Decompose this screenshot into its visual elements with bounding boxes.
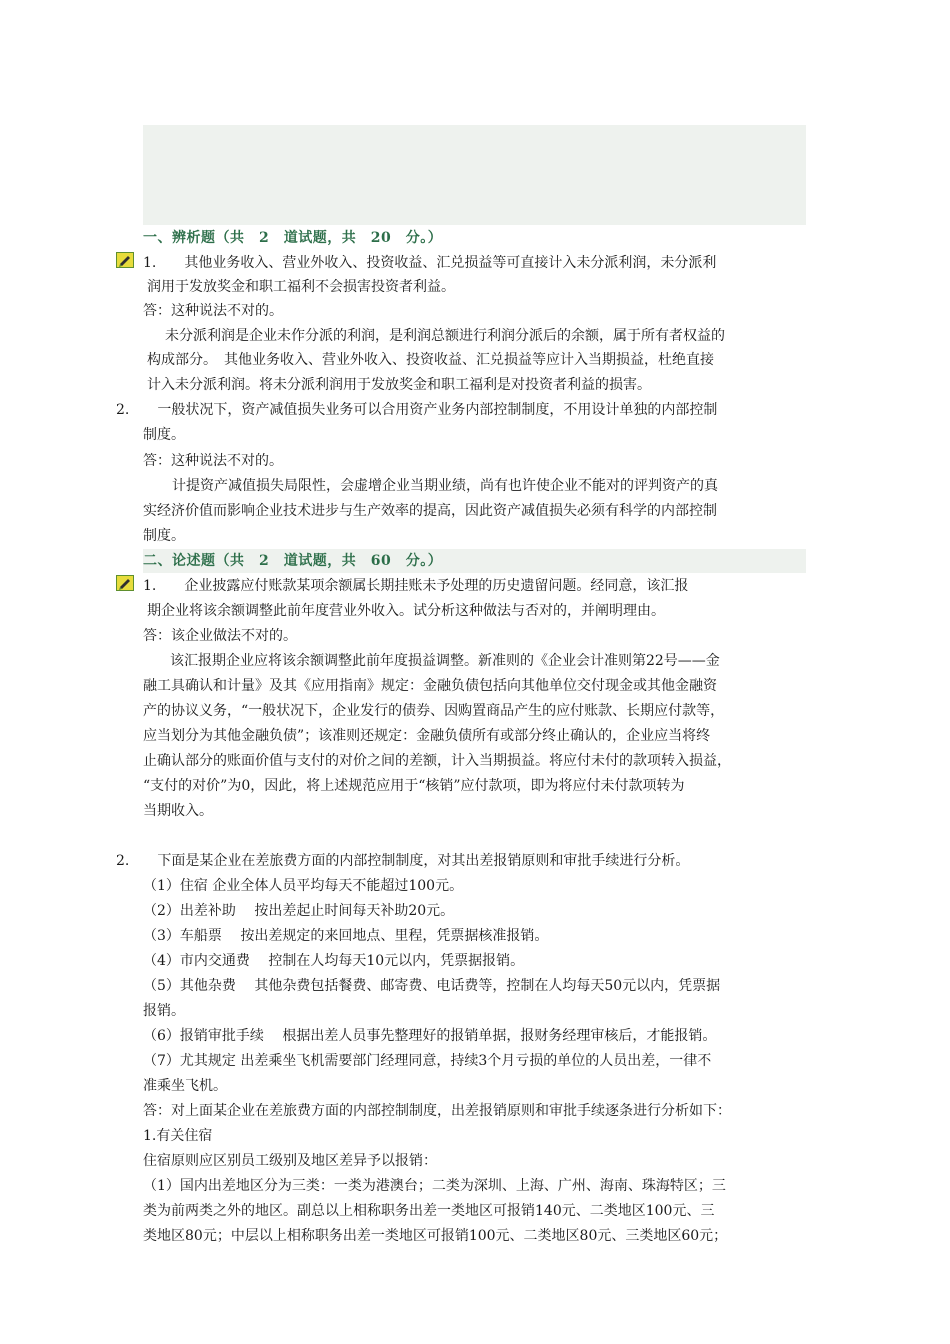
- answer-body-line: 未分派利润是企业未作分派的利润，是利润总额进行利润分派后的余额，属于所有者权益的: [165, 328, 725, 344]
- answer-body-line: 实经济价值而影响企业技术进步与生产效率的提高，因此资产减值损失必须有科学的内部控制: [143, 503, 717, 519]
- answer-line: 答：对上面某企业在差旅费方面的内部控制制度，出差报销原则和审批手续逐条进行分析如下：: [143, 1103, 731, 1119]
- q2-line: 制度。: [143, 427, 185, 443]
- answer-body-line: 止确认部分的账面价值与支付的对价之间的差额，计入当期损益。将应付未付的款项转入损益，: [143, 753, 731, 769]
- pencil-note-icon: [116, 252, 134, 268]
- list-item: （2）出差补助 按出差起止时间每天补助20元。: [143, 903, 455, 919]
- answer-body-line: 该汇报期企业应将该余额调整此前年度损益调整。新准则的《企业会计准则第22号——金: [170, 653, 720, 669]
- list-item: （3）车船票 按出差规定的来回地点、里程，凭票据核准报销。: [143, 928, 549, 944]
- list-item: （1）住宿 企业全体人员平均每天不能超过100元。: [143, 878, 464, 894]
- empty-header-panel: [143, 125, 806, 225]
- answer-body-line: 构成部分。 其他业务收入、营业外收入、投资收益、汇兑损益等应计入当期损益，杜绝直接: [147, 352, 714, 368]
- list-item: 报销。: [143, 1003, 185, 1019]
- q1-line: 1. 其他业务收入、营业外收入、投资收益、汇兑损益等可直接计入未分派利润，未分派利: [143, 255, 717, 271]
- pencil-note-icon: [116, 575, 134, 591]
- answer-body-line: 类地区80元；中层以上相称职务出差一类地区可报销100元、二类地区80元、三类地区60元；: [143, 1228, 728, 1244]
- q2-line: 2. 一般状况下，资产减值损失业务可以合用资产业务内部控制制度，不用设计单独的内部控制: [116, 402, 718, 418]
- answer-body-line: 计提资产减值损失局限性，会虚增企业当期业绩，尚有也许使企业不能对的评判资产的真: [172, 478, 718, 494]
- q1-line: 润用于发放奖金和职工福利不会损害投资者利益。: [147, 279, 455, 295]
- answer-body-line: “支付的对价”为0，因此，将上述规范应用于“核销”应付款项，即为将应付未付款项转为: [143, 778, 685, 794]
- answer-body-line: 当期收入。: [143, 803, 213, 819]
- answer-line: 答：这种说法不对的。: [143, 453, 283, 469]
- answer-body-line: 产的协议义务，“一般状况下，企业发行的债券、因购置商品产生的应付账款、长期应付款等，: [143, 703, 725, 719]
- answer-body-line: 应当划分为其他金融负债”；该准则还规定：金融负债所有或部分终止确认的，企业应当将终: [143, 728, 711, 744]
- list-item: （6）报销审批手续 根据出差人员事先整理好的报销单据，报财务经理审核后，才能报销。: [143, 1028, 717, 1044]
- list-item: （5）其他杂费 其他杂费包括餐费、邮寄费、电话费等，控制在人均每天50元以内，凭票据: [143, 978, 721, 994]
- answer-subheading: 1.有关住宿: [143, 1128, 213, 1144]
- list-item: （7）尤其规定 出差乘坐飞机需要部门经理同意，持续3个月亏损的单位的人员出差，一律不: [143, 1053, 712, 1069]
- answer-body-line: 类为前两类之外的地区。副总以上相称职务出差一类地区可报销140元、二类地区100元、三: [143, 1203, 715, 1219]
- essay-q2-line: 2. 下面是某企业在差旅费方面的内部控制制度，对其出差报销原则和审批手续进行分析。: [116, 853, 690, 869]
- section-heading-2: 二、论述题（共 2 道试题，共 60 分。）: [143, 549, 806, 573]
- essay-q1-line: 1. 企业披露应付账款某项余额属长期挂账未予处理的历史遗留问题。经同意，该汇报: [143, 578, 689, 594]
- answer-body-line: 制度。: [143, 528, 185, 544]
- answer-line: 答：这种说法不对的。: [143, 303, 283, 319]
- answer-body-line: （1）国内出差地区分为三类：一类为港澳台；二类为深圳、上海、广州、海南、珠海特区；三: [143, 1178, 726, 1194]
- list-item: 准乘坐飞机。: [143, 1078, 227, 1094]
- section-heading-1: 一、辨析题（共 2 道试题，共 20 分。）: [143, 230, 443, 246]
- answer-body-line: 计入未分派利润。将未分派利润用于发放奖金和职工福利是对投资者利益的损害。: [147, 377, 651, 393]
- answer-body-line: 住宿原则应区别员工级别及地区差异予以报销：: [143, 1153, 437, 1169]
- answer-line: 答：该企业做法不对的。: [143, 628, 297, 644]
- essay-q1-line: 期企业将该余额调整此前年度营业外收入。试分析这种做法与否对的，并阐明理由。: [147, 603, 665, 619]
- list-item: （4）市内交通费 控制在人均每天10元以内，凭票据报销。: [143, 953, 525, 969]
- answer-body-line: 融工具确认和计量》及其《应用指南》规定：金融负债包括向其他单位交付现金或其他金融资: [143, 678, 717, 694]
